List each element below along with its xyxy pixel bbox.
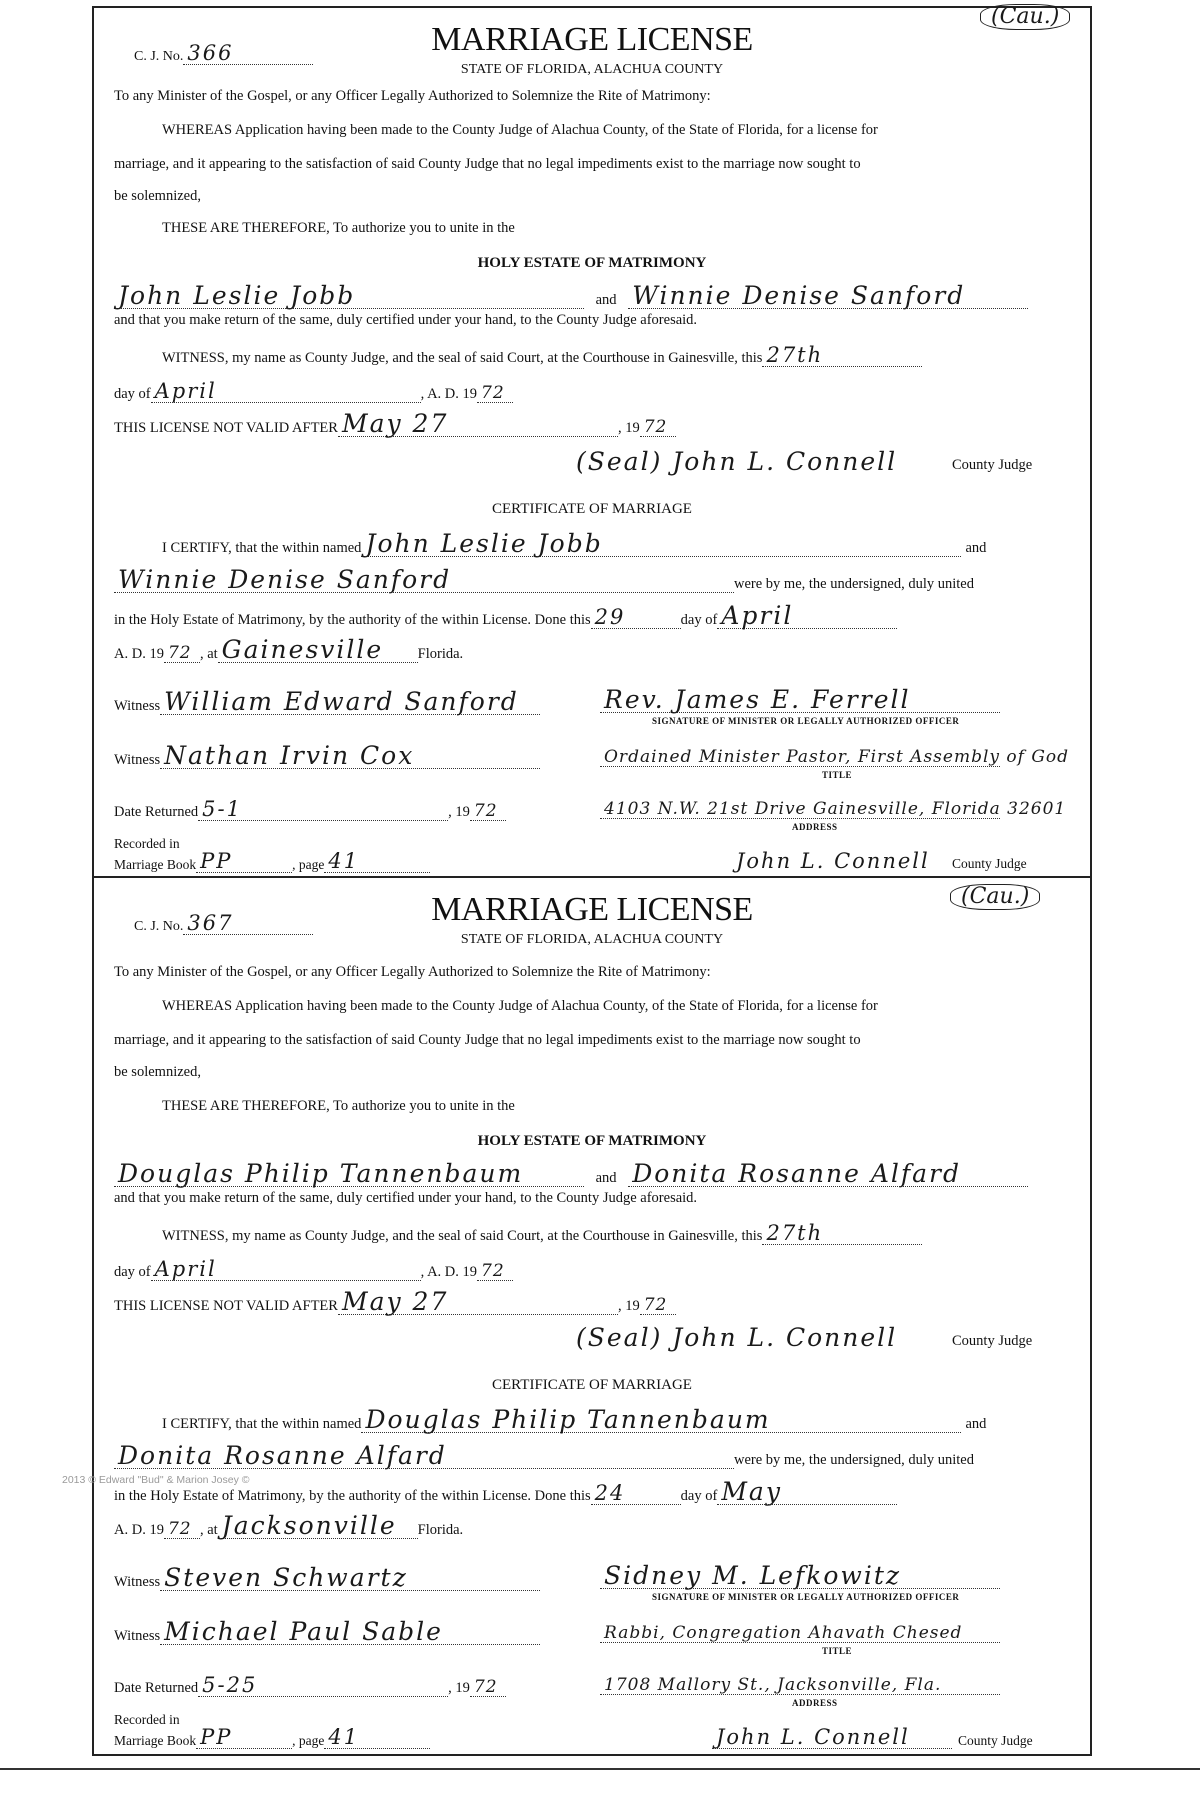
witness-2-name: Nathan Irvin Cox bbox=[164, 741, 415, 770]
holy-estate-heading: HOLY ESTATE OF MATRIMONY bbox=[477, 1133, 707, 1149]
not-valid-date: May 27 bbox=[341, 1287, 449, 1316]
certificate-heading: CERTIFICATE OF MARRIAGE bbox=[492, 501, 692, 517]
whereas-line-3: be solemnized, bbox=[114, 1064, 201, 1080]
marriage-book: PP bbox=[200, 849, 233, 873]
marriage-book: PP bbox=[200, 1725, 233, 1749]
address-label: ADDRESS bbox=[792, 1698, 838, 1708]
judge-signature-row: (Seal) John L. Connell County Judge bbox=[576, 1323, 1033, 1352]
cav-annotation: (Cau.) bbox=[980, 4, 1070, 30]
date-returned: 5-1 bbox=[202, 797, 242, 821]
couple-names-row: John Leslie Jobb and Winnie Denise Sanford bbox=[114, 288, 1074, 310]
cert-groom-name: John Leslie Jobb bbox=[365, 529, 603, 558]
cert-bride-name: Donita Rosanne Alfard bbox=[118, 1441, 447, 1470]
cj-number: 367 bbox=[187, 911, 234, 935]
returned-year: 72 bbox=[473, 801, 498, 821]
return-line: and that you make return of the same, duly certified under your hand, to the County Judge aforesaid. bbox=[114, 1190, 698, 1206]
witness-county-line: WITNESS, my name as County Judge, and the seal of said Court, at the Courthouse in Gainesville, this 27th bbox=[162, 346, 1074, 368]
whereas-line-2: marriage, and it appearing to the satisfaction of said County Judge that no legal impediments exist to the marriage now sought to bbox=[114, 156, 861, 172]
signature-label: SIGNATURE OF MINISTER OR LEGALLY AUTHORIZED OFFICER bbox=[652, 1592, 960, 1602]
officer-title: Ordained Minister Pastor, First Assembly of God bbox=[604, 747, 1070, 767]
witness-2-row: Witness Nathan Irvin Cox bbox=[114, 748, 1074, 770]
address-line: To any Minister of the Gospel, or any Officer Legally Authorized to Solemnize the Rite of Matrimony: bbox=[114, 88, 711, 104]
judge-signature-2-row: John L. Connell County Judge bbox=[736, 849, 1027, 873]
license-separator bbox=[92, 876, 1092, 878]
marriage-book-row: Marriage Book PP , page 41 bbox=[114, 1728, 1074, 1750]
therefore-line: THESE ARE THEREFORE, To authorize you to unite in the bbox=[162, 1098, 515, 1114]
not-valid-year: 72 bbox=[643, 417, 668, 437]
judge-signature-row: (Seal) John L. Connell County Judge bbox=[576, 447, 1033, 476]
page-bottom-rule bbox=[0, 1768, 1200, 1770]
witness-county-line: WITNESS, my name as County Judge, and the seal of said Court, at the Courthouse in Gainesville, this 27th bbox=[162, 1224, 1074, 1246]
page-number: 41 bbox=[328, 849, 360, 873]
done-year: 72 bbox=[167, 1519, 192, 1539]
license-subtitle: STATE OF FLORIDA, ALACHUA COUNTY bbox=[460, 932, 724, 947]
date-returned-row: Date Returned 5-25 , 19 72 bbox=[114, 1676, 1074, 1698]
license-1 bbox=[92, 4, 1092, 873]
groom-name: John Leslie Jobb bbox=[118, 281, 356, 310]
witness-1-name: Steven Schwartz bbox=[164, 1563, 408, 1592]
date-returned-row: Date Returned 5-1 , 19 72 bbox=[114, 800, 1074, 822]
not-valid-row: THIS LICENSE NOT VALID AFTER May 27 , 19 72 bbox=[114, 416, 1074, 438]
license-year: 72 bbox=[481, 1261, 505, 1281]
title-label: TITLE bbox=[822, 770, 853, 780]
license-month: April bbox=[154, 1257, 217, 1281]
day-of-row: day of April , A. D. 19 72 bbox=[114, 382, 1074, 404]
place-row: A. D. 19 72 , at Gainesville Florida. bbox=[114, 635, 464, 664]
done-month: April bbox=[721, 601, 794, 630]
copyright-notice: 2013 © Edward "Bud" & Marion Josey © bbox=[62, 1474, 250, 1486]
witness-1-row: Witness Steven Schwartz bbox=[114, 1570, 1074, 1592]
whereas-line-1: WHEREAS Application having been made to the County Judge of Alachua County, of the State of Florida, for a license for bbox=[162, 998, 878, 1014]
judge-signature-2: John L. Connell bbox=[736, 849, 930, 873]
witness-2-name: Michael Paul Sable bbox=[164, 1617, 443, 1646]
page-number: 41 bbox=[328, 1725, 360, 1749]
judge-signature-2-row: John L. Connell County Judge bbox=[712, 1728, 1074, 1750]
whereas-line-3: be solemnized, bbox=[114, 188, 201, 204]
witness-day: 27th bbox=[766, 1221, 824, 1245]
done-year: 72 bbox=[167, 643, 192, 663]
holy-estate-heading: HOLY ESTATE OF MATRIMONY bbox=[477, 255, 707, 271]
officer-title: Rabbi, Congregation Ahavath Chesed bbox=[604, 1623, 963, 1643]
cert-bride-row: Donita Rosanne Alfard were by me, the undersigned, duly united bbox=[114, 1448, 1074, 1470]
officer-title-block bbox=[600, 746, 1070, 767]
marriage-book-row: Marriage Book PP , page 41 bbox=[114, 852, 1074, 874]
certify-row: I CERTIFY, that the within named Douglas Philip Tannenbaum and bbox=[162, 1405, 987, 1434]
recorded-in-label: Recorded in bbox=[114, 836, 180, 851]
officer-address: 4103 N.W. 21st Drive Gainesville, Florida 32601 bbox=[604, 799, 1067, 819]
date-returned: 5-25 bbox=[202, 1673, 258, 1697]
done-day: 24 bbox=[594, 1481, 626, 1505]
whereas-line-2: marriage, and it appearing to the satisfaction of said County Judge that no legal impediments exist to the marriage now sought to bbox=[114, 1032, 861, 1048]
title-label: TITLE bbox=[822, 1646, 853, 1656]
license-year: 72 bbox=[481, 383, 505, 403]
couple-names-row: Douglas Philip Tannenbaum and Donita Rosanne Alfard bbox=[114, 1166, 1074, 1188]
not-valid-year: 72 bbox=[643, 1295, 668, 1315]
address-line: To any Minister of the Gospel, or any Officer Legally Authorized to Solemnize the Rite of Matrimony: bbox=[114, 964, 711, 980]
marriage-place: Gainesville bbox=[221, 635, 384, 664]
not-valid-date: May 27 bbox=[341, 409, 449, 438]
license-title: MARRIAGE LICENSE bbox=[431, 891, 753, 928]
marriage-place: Jacksonville bbox=[221, 1511, 397, 1540]
bride-name: Donita Rosanne Alfard bbox=[632, 1159, 961, 1188]
day-of-row: day of April , A. D. 19 72 bbox=[114, 1260, 1074, 1282]
witness-day: 27th bbox=[766, 343, 824, 367]
license-month: April bbox=[154, 379, 217, 403]
cert-groom-name: Douglas Philip Tannenbaum bbox=[365, 1405, 771, 1434]
address-label: ADDRESS bbox=[792, 822, 838, 832]
signature-label: SIGNATURE OF MINISTER OR LEGALLY AUTHORIZED OFFICER bbox=[652, 716, 960, 726]
done-month: May bbox=[721, 1477, 782, 1506]
judge-signature: (Seal) John L. Connell bbox=[576, 447, 898, 476]
done-this-row: in the Holy Estate of Matrimony, by the authority of the within License. Done this 29 day of April bbox=[114, 608, 1074, 630]
cav-annotation: (Cau.) bbox=[950, 884, 1040, 910]
return-line: and that you make return of the same, duly certified under your hand, to the County Judge aforesaid. bbox=[114, 312, 698, 328]
witness-1-row: Witness William Edward Sanford bbox=[114, 694, 1074, 716]
license-2 bbox=[92, 880, 1092, 1750]
license-title: MARRIAGE LICENSE bbox=[431, 21, 753, 58]
officer-signature-block bbox=[600, 685, 1000, 714]
certify-row: I CERTIFY, that the within named John Leslie Jobb and bbox=[162, 529, 987, 558]
therefore-line: THESE ARE THEREFORE, To authorize you to unite in the bbox=[162, 220, 515, 236]
witness-1-name: William Edward Sanford bbox=[164, 687, 519, 716]
done-this-row: in the Holy Estate of Matrimony, by the authority of the within License. Done this 24 day of May bbox=[114, 1484, 1074, 1506]
recorded-in-label: Recorded in bbox=[114, 1712, 180, 1727]
groom-name: Douglas Philip Tannenbaum bbox=[118, 1159, 524, 1188]
license-subtitle: STATE OF FLORIDA, ALACHUA COUNTY bbox=[460, 62, 724, 77]
certificate-heading: CERTIFICATE OF MARRIAGE bbox=[492, 1377, 692, 1393]
returned-year: 72 bbox=[473, 1677, 498, 1697]
place-row: A. D. 19 72 , at Jacksonville Florida. bbox=[114, 1511, 464, 1540]
cj-number-row: C. J. No. 366 bbox=[134, 44, 313, 65]
cj-number-row: C. J. No. 367 bbox=[134, 914, 313, 935]
bride-name: Winnie Denise Sanford bbox=[632, 281, 966, 310]
cert-bride-row: Winnie Denise Sanford were by me, the undersigned, duly united bbox=[114, 572, 1074, 594]
officer-signature: Sidney M. Lefkowitz bbox=[604, 1561, 902, 1590]
witness-2-row: Witness Michael Paul Sable bbox=[114, 1624, 1074, 1646]
whereas-line-1: WHEREAS Application having been made to the County Judge of Alachua County, of the State of Florida, for a license for bbox=[162, 122, 878, 138]
done-day: 29 bbox=[594, 605, 626, 629]
officer-address-block bbox=[600, 1674, 1000, 1695]
not-valid-row: THIS LICENSE NOT VALID AFTER May 27 , 19 72 bbox=[114, 1294, 1074, 1316]
judge-signature: (Seal) John L. Connell bbox=[576, 1323, 898, 1352]
officer-signature-block bbox=[600, 1561, 1000, 1590]
officer-title-block bbox=[600, 1622, 1000, 1643]
officer-address: 1708 Mallory St., Jacksonville, Fla. bbox=[604, 1675, 942, 1695]
officer-address-block bbox=[600, 798, 1067, 819]
officer-signature: Rev. James E. Ferrell bbox=[604, 685, 911, 714]
cj-number: 366 bbox=[187, 41, 234, 65]
judge-signature-2: John L. Connell bbox=[716, 1725, 910, 1749]
cert-bride-name: Winnie Denise Sanford bbox=[118, 565, 452, 594]
